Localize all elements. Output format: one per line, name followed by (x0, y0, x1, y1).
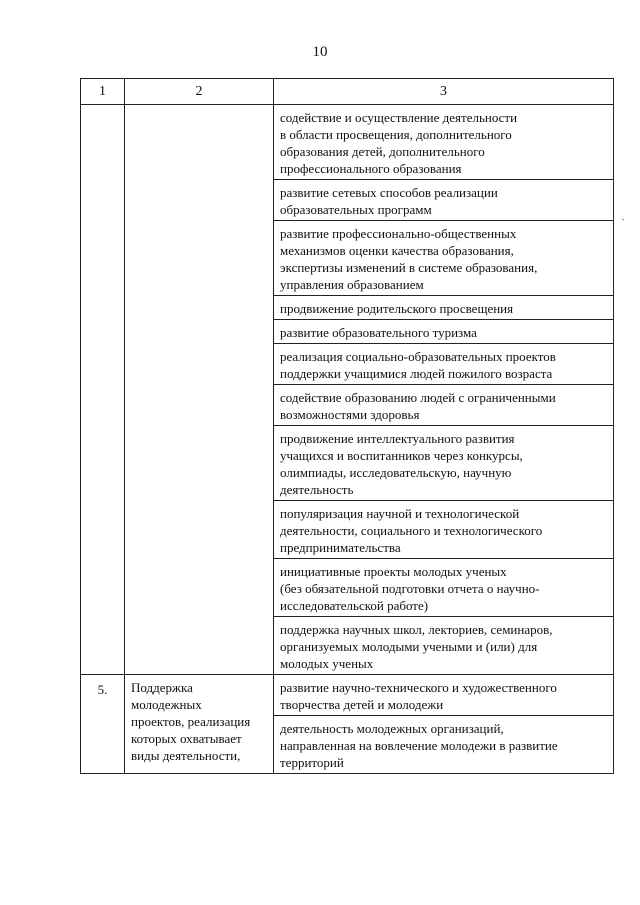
activity-cell: поддержка научных школ, лекториев, семинаров, организуемых молодыми учеными и (или) для молодых ученых (274, 617, 614, 675)
page-number: 10 (312, 44, 328, 60)
main-table (80, 78, 614, 774)
margin-mark: ` (621, 216, 625, 230)
activity-cell: содействие и осуществление деятельности в области просвещения, дополнительного образования детей, дополнительного профессионального образования (274, 105, 614, 180)
header-col-1: 1 (81, 79, 125, 105)
table-row (81, 675, 614, 716)
activity-cell: развитие профессионально-общественных механизмов оценки качества образования, экспертизы изменений в системе образования, управления образованием (274, 221, 614, 296)
activity-cell: содействие образованию людей с ограниченными возможностями здоровья (274, 385, 614, 426)
activity-cell: инициативные проекты молодых ученых (без обязательной подготовки отчета о научно- исследовательской работе) (274, 559, 614, 617)
row-title-cell-empty (125, 105, 274, 675)
header-col-2: 2 (125, 79, 274, 105)
activity-cell: деятельность молодежных организаций, направленная на вовлечение молодежи в развитие территорий (274, 716, 614, 774)
table-header-row (81, 79, 614, 105)
activity-cell: реализация социально-образовательных проектов поддержки учащимися людей пожилого возраста (274, 344, 614, 385)
row-number-cell-empty (81, 105, 125, 675)
activity-cell: популяризация научной и технологической деятельности, социального и технологического предпринимательства (274, 501, 614, 559)
activity-cell: продвижение интеллектуального развития учащихся и воспитанников через конкурсы, олимпиады, исследовательскую, научную деятельность (274, 426, 614, 501)
row-title-cell: Поддержка молодежных проектов, реализация которых охватывает виды деятельности, (125, 675, 274, 774)
activity-cell: продвижение родительского просвещения (274, 296, 614, 320)
activity-cell: развитие образовательного туризма (274, 320, 614, 344)
activity-cell: развитие сетевых способов реализации образовательных программ (274, 180, 614, 221)
activity-cell: развитие научно-технического и художественного творчества детей и молодежи (274, 675, 614, 716)
header-col-3: 3 (274, 79, 614, 105)
row-number-cell: 5. (81, 675, 125, 774)
table-row (81, 105, 614, 180)
